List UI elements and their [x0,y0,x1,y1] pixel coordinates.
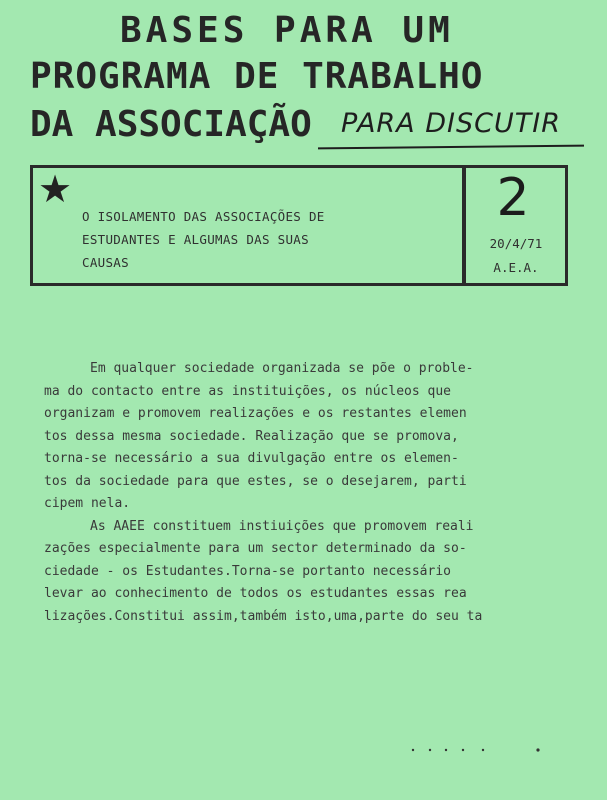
body-line: Em qualquer sociedade organizada se põe o proble- [90,361,474,376]
star-icon: ★ [38,167,73,211]
subject-text [82,205,452,274]
body-line: cipem nela. [44,496,131,511]
subject-line-1: O ISOLAMENTO DAS ASSOCIAÇÕES DE [82,209,325,224]
body-line: levar ao conhecimento de todos os estudantes essas rea [44,586,467,601]
organization-initials: A.E.A. [493,260,539,275]
subject-line-3: CAUSAS [82,255,129,270]
handwritten-note: PARA DISCUTIR [341,108,561,139]
body-line: As AAEE constituem instiuições que promovem reali [90,518,474,534]
subject-line-2: ESTUDANTES E ALGUMAS DAS SUAS [82,232,309,247]
document-number: 2 [496,168,530,228]
title-line-2: PROGRAMA DE TRABALHO [30,56,484,97]
body-line: ciedade - os Estudantes.Torna-se portanto necessário [44,563,451,579]
body-line: torna-se necessário a sua divulgação entre os elemen- [44,451,459,466]
body-line: lizações.Constitui assim,também isto,uma,parte do seu ta [44,608,483,624]
document-date: 20/4/71 [489,236,543,251]
body-line: ma do contacto entre as instituições, os núcleos que [44,383,451,399]
body-line: zações especialmente para um sector determinado da so- [44,541,467,556]
decorative-dots [408,748,543,752]
body-line: tos dessa mesma sociedade. Realização que se promova, [44,428,459,444]
body-line: organizam e promovem realizações e os restantes elemen [44,406,467,421]
body-text [44,358,559,628]
body-line: tos da sociedade para que estes, se o desejarem, parti [44,473,467,489]
title-line-3: DA ASSOCIAÇÃO [30,104,312,145]
title-line-1: BASES PARA UM [120,10,454,51]
